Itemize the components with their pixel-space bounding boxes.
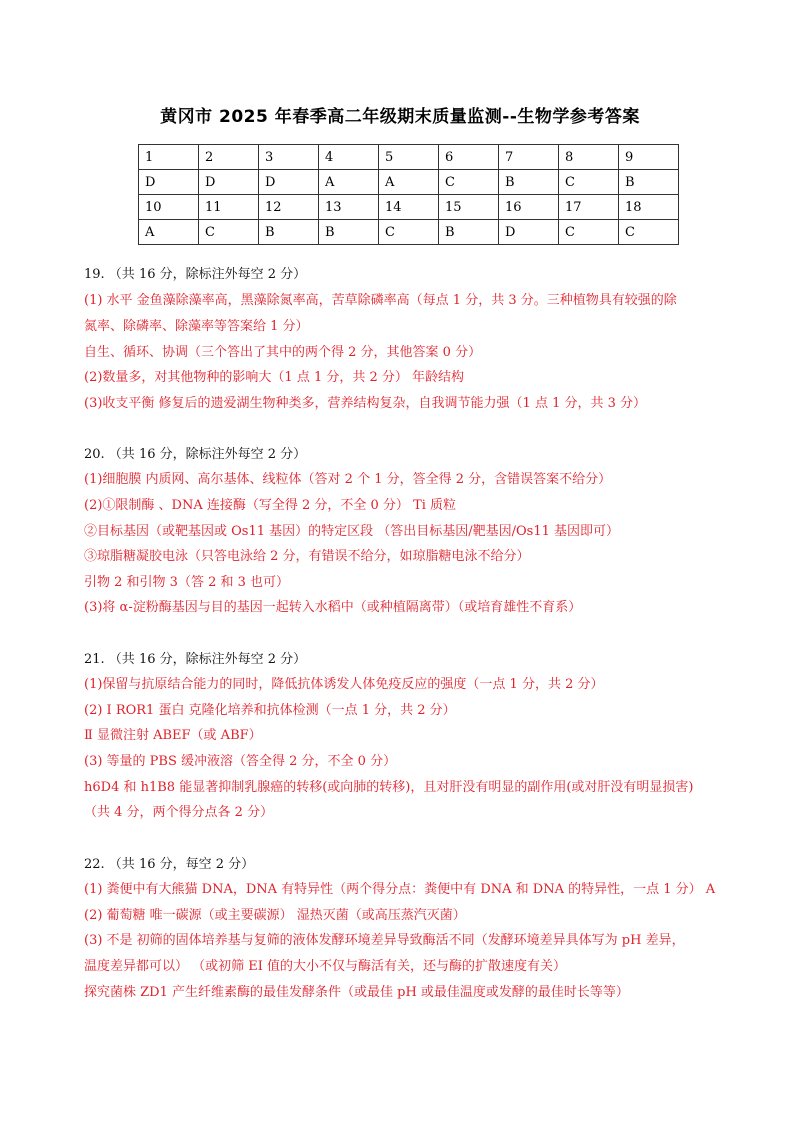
table-cell: 16	[499, 195, 559, 220]
answer-line: (3) 等量的 PBS 缓冲液溶（答全得 2 分，不全 0 分）	[84, 754, 397, 769]
answer-line: (3) 不是 初筛的固体培养基与复筛的液体发酵环境差异导致酶活不同（发酵环境差异具体写为 pH 差异，	[84, 933, 685, 948]
table-cell: 17	[559, 195, 619, 220]
table-cell: C	[439, 170, 499, 195]
answer-line: (2) Ⅰ ROR1 蛋白 克隆化培养和抗体检测（一点 1 分，共 2 分）	[84, 703, 456, 718]
answer-line: (1) 粪便中有大熊猫 DNA，DNA 有特异性（两个得分点：粪便中有 DNA 和 DNA 的特异性，一点 1 分） A	[84, 882, 716, 897]
answer-line: 氮率、除磷率、除藻率等答案给 1 分）	[84, 319, 309, 334]
answer-line: (2) 葡萄糖 唯一碳源（或主要碳源） 湿热灭菌（或高压蒸汽灭菌）	[84, 908, 466, 923]
answer-line: (1)保留与抗原结合能力的同时，降低抗体诱发人体免疫反应的强度（一点 1 分，共 2 分）	[84, 677, 604, 692]
table-row	[139, 220, 679, 245]
table-cell: 3	[259, 145, 319, 170]
table-cell: D	[259, 170, 319, 195]
answer-key-table	[138, 144, 679, 245]
table-cell: 6	[439, 145, 499, 170]
answer-line: (1) 水平 金鱼藻除藻率高，黑藻除氮率高，苦草除磷率高（每点 1 分，共 3 分。三种植物具有较强的除	[84, 293, 677, 308]
table-row	[139, 195, 679, 220]
table-cell: B	[439, 220, 499, 245]
table-cell: A	[379, 170, 439, 195]
answer-line: (3)收支平衡 修复后的遗爱湖生物种类多，营养结构复杂，自我调节能力强（1 点 1 分，共 3 分）	[84, 396, 647, 411]
page-title: 黄冈市 2025 年春季高二年级期末质量监测--生物学参考答案	[160, 107, 640, 127]
answer-line: 引物 2 和引物 3（答 2 和 3 也可）	[84, 575, 290, 590]
table-cell: 15	[439, 195, 499, 220]
table-cell: 2	[199, 145, 259, 170]
table-row	[139, 145, 679, 170]
answer-line: h6D4 和 h1B8 能显著抑制乳腺癌的转移(或向肺的转移)，且对肝没有明显的副作用(或对肝没有明显损害)	[84, 780, 694, 795]
table-cell: 7	[499, 145, 559, 170]
question-20-header: 20. （共 16 分，除标注外每空 2 分）	[84, 447, 307, 462]
table-row	[139, 170, 679, 195]
answer-line: (3)将 α-淀粉酶基因与目的基因一起转入水稻中（或种植隔离带）（或培育雄性不育系）	[84, 600, 582, 615]
question-22-header: 22. （共 16 分，每空 2 分）	[84, 857, 255, 872]
answer-line: 自生、循环、协调（三个答出了其中的两个得 2 分，其他答案 0 分）	[84, 345, 482, 360]
table-cell: 14	[379, 195, 439, 220]
table-cell: 11	[199, 195, 259, 220]
table-cell: 5	[379, 145, 439, 170]
answer-line: 探究菌株 ZD1 产生纤维素酶的最佳发酵条件（或最佳 pH 或最佳温度或发酵的最佳时长等等）	[84, 985, 629, 1000]
answer-line: （共 4 分，两个得分点各 2 分）	[84, 805, 274, 820]
table-cell: 8	[559, 145, 619, 170]
table-cell: B	[319, 220, 379, 245]
answer-line: ③琼脂糖凝胶电泳（只答电泳给 2 分，有错误不给分，如琼脂糖电泳不给分）	[84, 549, 530, 564]
table-cell: 9	[619, 145, 679, 170]
question-19-header: 19. （共 16 分，除标注外每空 2 分）	[84, 267, 307, 282]
table-cell: A	[139, 220, 199, 245]
question-21-header: 21. （共 16 分，除标注外每空 2 分）	[84, 652, 307, 667]
table-cell: C	[619, 220, 679, 245]
answer-line: Ⅱ 显微注射 ABEF（或 ABF）	[84, 728, 262, 743]
table-cell: C	[199, 220, 259, 245]
answer-line: ②目标基因（或靶基因或 Os11 基因）的特定区段 （答出目标基因/靶基因/Os11 基因即可）	[84, 524, 620, 539]
table-cell: C	[559, 220, 619, 245]
table-cell: 4	[319, 145, 379, 170]
table-cell: B	[259, 220, 319, 245]
table-cell: A	[319, 170, 379, 195]
table-cell: D	[199, 170, 259, 195]
answer-line: (2)①限制酶 、DNA 连接酶（写全得 2 分，不全 0 分） Ti 质粒	[84, 498, 457, 513]
table-cell: 10	[139, 195, 199, 220]
table-cell: D	[499, 220, 559, 245]
table-cell: 12	[259, 195, 319, 220]
table-cell: 18	[619, 195, 679, 220]
table-cell: C	[379, 220, 439, 245]
table-cell: B	[499, 170, 559, 195]
answer-line: 温度差异都可以） （或初筛 EI 值的大小不仅与酶活有关，还与酶的扩散速度有关）	[84, 959, 567, 974]
table-cell: 1	[139, 145, 199, 170]
table-cell: C	[559, 170, 619, 195]
table-cell: B	[619, 170, 679, 195]
answer-line: (1)细胞膜 内质网、高尔基体、线粒体（答对 2 个 1 分，答全得 2 分，含错误答案不给分）	[84, 472, 612, 487]
table-cell: 13	[319, 195, 379, 220]
answer-line: (2)数量多，对其他物种的影响大（1 点 1 分，共 2 分） 年龄结构	[84, 370, 465, 385]
table-cell: D	[139, 170, 199, 195]
